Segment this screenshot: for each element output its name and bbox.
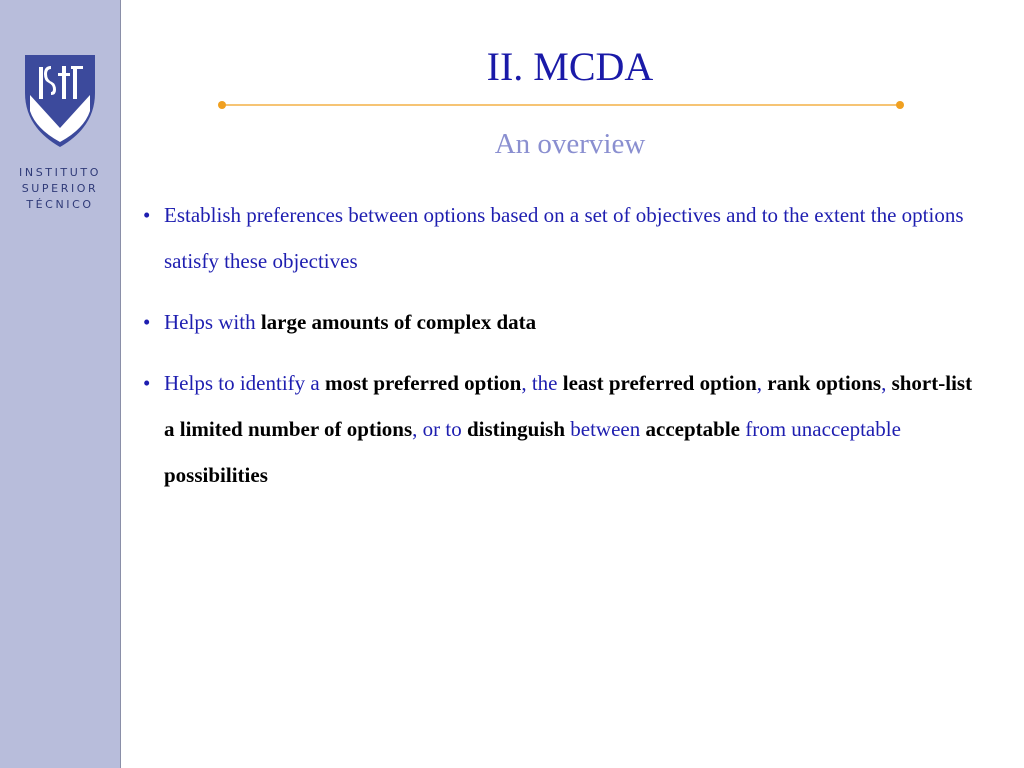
bullet-emphasis: rank options <box>767 371 882 395</box>
bullet-item-1 <box>143 192 973 284</box>
bullet-emphasis: possibilities <box>164 463 268 487</box>
bullet-list <box>143 192 973 513</box>
ist-shield-logo-icon <box>22 53 98 149</box>
institution-name-line-1: INSTITUTO <box>19 166 101 179</box>
bullet-text: Helps with <box>164 310 261 334</box>
institution-name-line-2: SUPERIOR <box>21 182 99 195</box>
bullet-text: , <box>756 371 768 395</box>
bullet-emphasis: distinguish <box>466 417 566 441</box>
bullet-emphasis: acceptable <box>645 417 740 441</box>
bullet-marker: • <box>143 310 151 334</box>
bullet-text: , or to <box>412 417 467 441</box>
bullet-emphasis: short-list a limited number of options <box>164 371 973 441</box>
bullet-marker: • <box>143 203 151 227</box>
bullet-emphasis: least preferred option <box>562 371 757 395</box>
bullet-marker: • <box>143 371 151 395</box>
bullet-emphasis: large amounts of complex data <box>260 310 537 334</box>
bullet-text: from unacceptable <box>739 417 901 441</box>
bullet-item-3 <box>143 360 973 498</box>
institution-name <box>0 165 120 213</box>
bullet-text: Helps to identify a <box>164 371 325 395</box>
bullet-text: , the <box>521 371 563 395</box>
title-divider <box>218 100 904 110</box>
bullet-emphasis: most preferred option <box>324 371 522 395</box>
institution-name-line-3: TÉCNICO <box>26 198 94 211</box>
slide-title: II. MCDA <box>486 44 654 89</box>
slide-subtitle: An overview <box>494 128 646 160</box>
bullet-item-2 <box>143 299 973 345</box>
divider-left-dot <box>218 101 226 109</box>
bullet-text: Establish preferences between options based on a set of objectives and to the extent the options satisfy these objectives <box>164 203 964 273</box>
bullet-text: between <box>565 417 646 441</box>
bullet-text: , <box>881 371 892 395</box>
sidebar <box>0 0 121 768</box>
divider-right-dot <box>896 101 904 109</box>
